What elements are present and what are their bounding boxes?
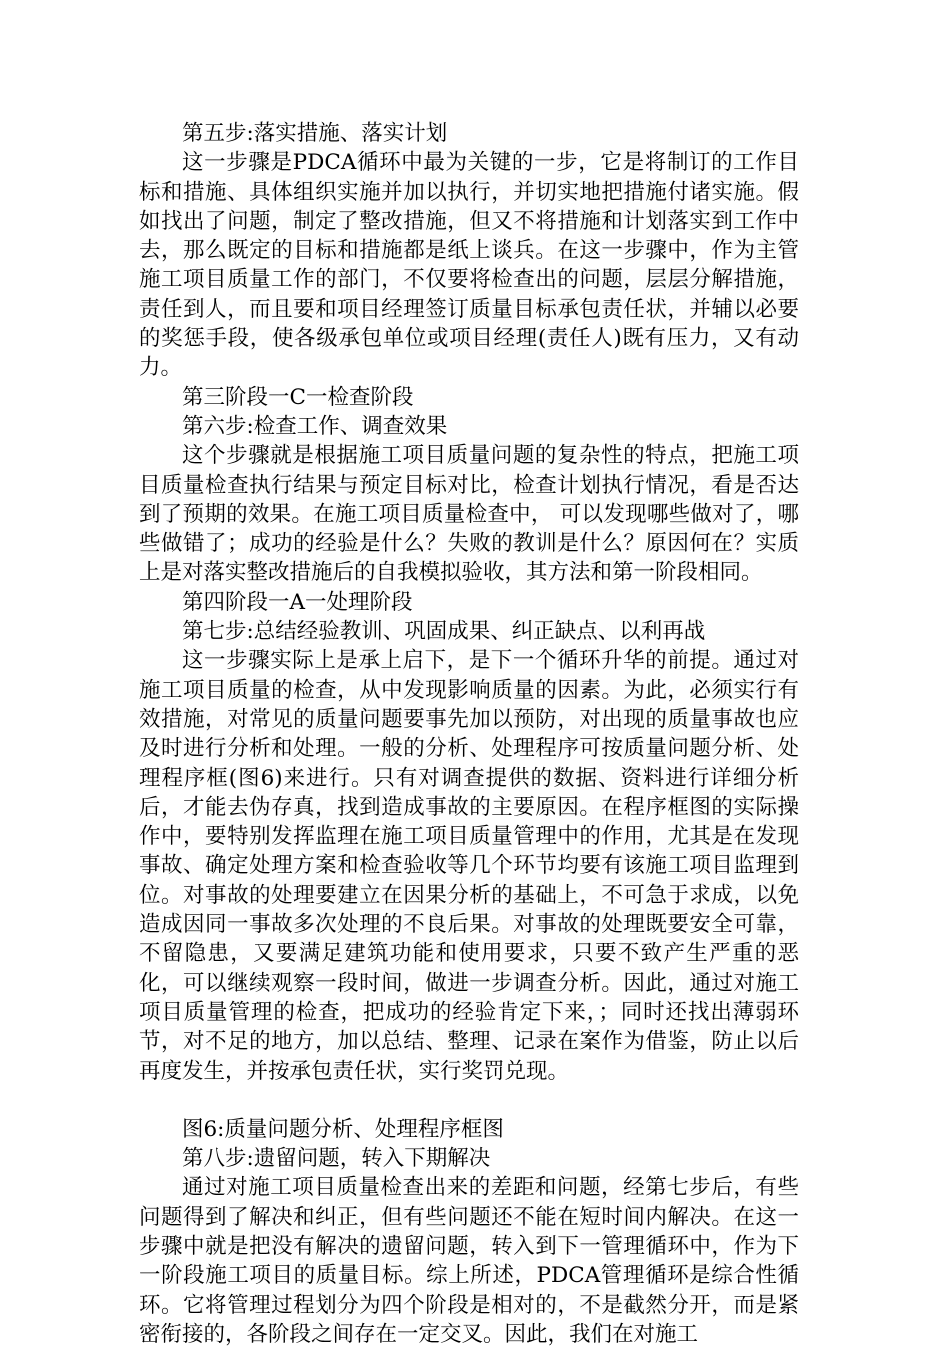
step-8-paragraph: 通过对施工项目质量检查出来的差距和问题，经第七步后，有些问题得到了解决和纠正，但有些问题还不能在短时间内解决。在这一步骤中就是把没有解决的遗留问题，转入到下一管理循环中，作为下一阶段施工项目的质量目标。综上所述，PDCA管理循环是综合性循环。它将管理过程划分为四个阶段是相对的，不是截然分开，而是紧密衔接的，各阶段之间存在一定交叉。因此，我们在对施工 [139, 1175, 799, 1347]
step-6-paragraph: 这个步骤就是根据施工项目质量问题的复杂性的特点，把施工项目质量检查执行结果与预定目标对比，检查计划执行情况，看是否达到了预期的效果。在施工项目质量检查中， 可以发现哪些做对了，哪些做错了；成功的经验是什么？失败的教训是什么？原因何在？实质上是对落实整改措施后的自我模拟验收，其方法和第一阶段相同。 [139, 443, 799, 586]
step-7-paragraph: 这一步骤实际上是承上启下，是下一个循环升华的前提。通过对施工项目质量的检查，从中发现影响质量的因素。为此，必须实行有效措施，对常见的质量问题要事先加以预防，对出现的质量事故也应及时进行分析和处理。一般的分析、处理程序可按质量问题分析、处理程序框(图6)来进行。只有对调查提供的数据、资料进行详细分析后，才能去伪存真，找到造成事故的主要原因。在程序框图的实际操作中，要特别发挥监理在施工项目质量管理中的作用，尤其是在发现事故、确定处理方案和检查验收等几个环节均要有该施工项目监理到位。对事故的处理要建立在因果分析的基础上，不可急于求成，以免造成因同一事故多次处理的不良后果。对事故的处理既要安全可靠，不留隐患，又要满足建筑功能和使用要求，只要不致产生严重的恶化，可以继续观察一段时间，做进一步调查分析。因此，通过对施工项目质量管理的检查，把成功的经验肯定下来，；同时还找出薄弱环节，对不足的地方，加以总结、整理、记录在案作为借鉴，防止以后再度发生，并按承包责任状，实行奖罚兑现。 [139, 648, 799, 1084]
step-8-heading: 第八步:遗留问题，转入下期解决 [182, 1146, 491, 1172]
figure-6-caption: 图6:质量问题分析、处理程序框图 [182, 1116, 504, 1142]
phase-3-heading: 第三阶段一C一检查阶段 [182, 384, 414, 410]
step-6-heading: 第六步:检查工作、调查效果 [182, 413, 448, 439]
step-5-paragraph: 这一步骤是PDCA循环中最为关键的一步，它是将制订的工作目标和措施、具体组织实施并加以执行，并切实地把措施付诸实施。假如找出了问题，制定了整改措施，但又不将措施和计划落实到工作中去，那么既定的目标和措施都是纸上谈兵。在这一步骤中，作为主管施工项目质量工作的部门，不仅要将检查出的问题，层层分解措施，责任到人，而且要和项目经理签订质量目标承包责任状，并辅以必要的奖惩手段，使各级承包单位或项目经理(责任人)既有压力，又有动力。 [139, 150, 799, 381]
step-7-heading: 第七步:总结经验教训、巩固成果、纠正缺点、以利再战 [182, 619, 706, 645]
phase-4-heading: 第四阶段一A一处理阶段 [182, 589, 413, 615]
document-body [139, 119, 799, 1349]
step-5-heading: 第五步:落实措施、落实计划 [182, 121, 448, 146]
